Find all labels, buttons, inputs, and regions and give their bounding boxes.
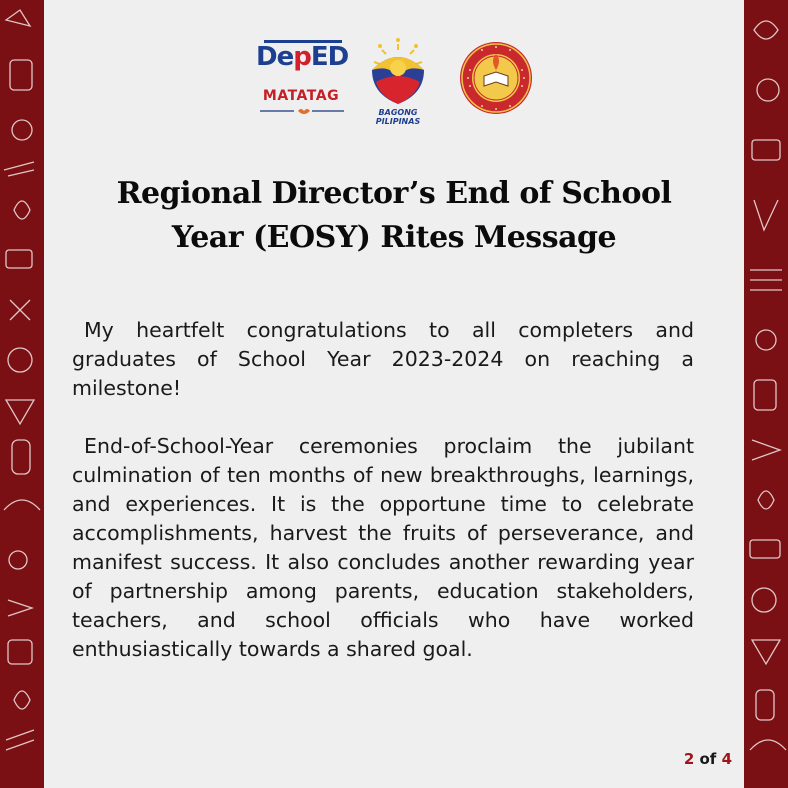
deped-region-seal-icon xyxy=(458,40,534,116)
deped-wordmark-part1: De xyxy=(256,42,294,72)
deped-wordmark xyxy=(256,42,349,72)
matatag-tagline-graphic xyxy=(260,108,344,114)
page-indicator-total: 4 xyxy=(721,750,732,768)
message-paragraph-1: My heartfelt congratulations to all completers and graduates of School Year 2023-2024 on reaching a milestone! xyxy=(72,318,694,400)
deped-wordmark-part3: ED xyxy=(310,42,349,72)
message-title xyxy=(44,172,744,260)
left-decorative-border xyxy=(0,0,44,788)
deped-wordmark-part2: p xyxy=(293,42,311,72)
school-doodle-pattern-left xyxy=(0,0,44,788)
matatag-wordmark: MATATAG xyxy=(262,88,340,104)
message-page xyxy=(44,0,744,788)
page-indicator xyxy=(684,750,732,768)
bagong-pilipinas-logo xyxy=(366,34,430,124)
message-title-line-2: Year (EOSY) Rites Message xyxy=(171,220,617,255)
message-title-line-1: Regional Director’s End of School xyxy=(116,176,672,211)
kagawaran-ng-edukasyon-seal xyxy=(458,40,534,116)
logo-row xyxy=(44,34,744,126)
message-paragraph-2: End-of-School-Year ceremonies proclaim the jubilant culmination of ten months of new breakthroughs, learnings, and experiences. It is the opportune time to celebrate accomplishments, harvest the fruits of perseverance, and manifest success. It also concludes another rewarding year of partnership among parents, education stakeholders, teachers, and school officials who have worked enthusiastically towards a shared goal. xyxy=(72,434,694,661)
bagong-pilipinas-emblem xyxy=(366,34,430,108)
right-decorative-border xyxy=(744,0,788,788)
deped-matatag-logo xyxy=(256,36,349,122)
page-indicator-separator: of xyxy=(699,750,717,768)
message-body xyxy=(72,316,694,693)
school-doodle-pattern-right xyxy=(744,0,788,788)
bagong-pilipinas-label: BAGONG PILIPINAS xyxy=(375,108,421,126)
page-indicator-current: 2 xyxy=(683,750,695,768)
